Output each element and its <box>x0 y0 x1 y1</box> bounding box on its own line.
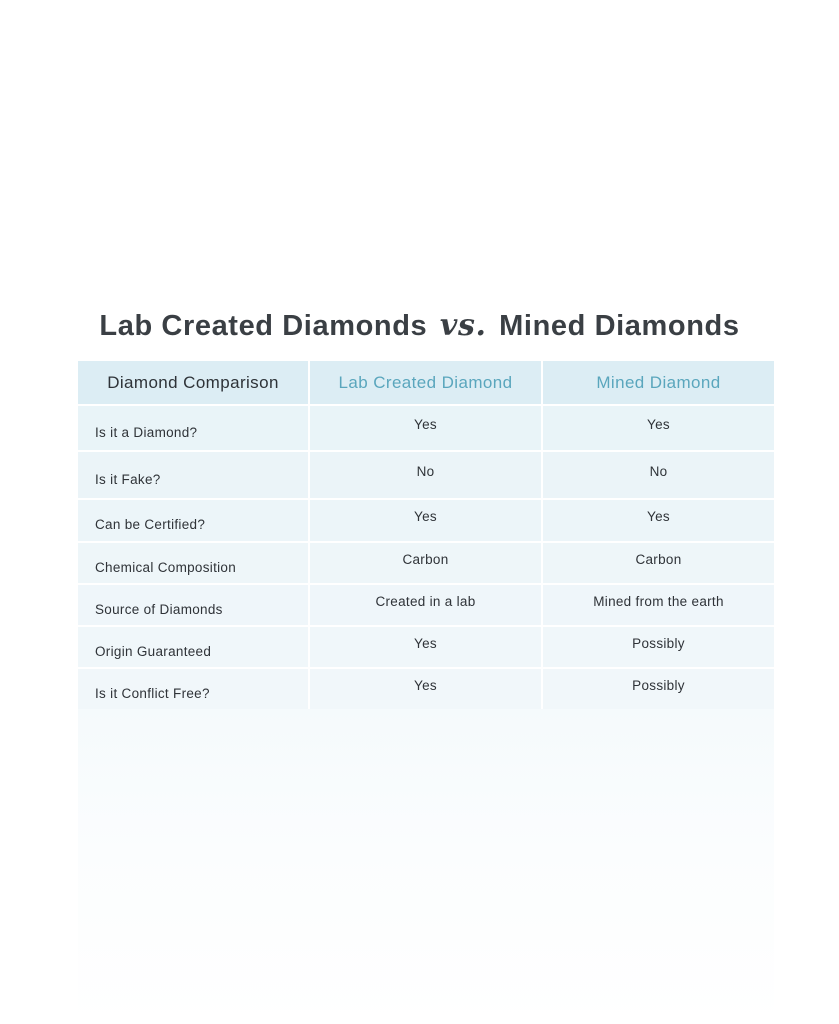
row-question: Is it Conflict Free? <box>78 668 309 709</box>
page-title <box>0 308 839 343</box>
table-row <box>78 499 774 542</box>
header-mined: Mined Diamond <box>542 361 774 405</box>
row-mined-value: Possibly <box>542 626 774 668</box>
title-lab: Lab Created Diamonds <box>99 310 428 342</box>
row-mined-value: Yes <box>542 405 774 451</box>
row-question: Chemical Composition <box>78 542 309 584</box>
row-lab-value: Yes <box>309 499 542 542</box>
row-lab-value: Created in a lab <box>309 584 542 626</box>
row-question: Origin Guaranteed <box>78 626 309 668</box>
table-header-row <box>78 361 774 405</box>
row-lab-value: Yes <box>309 405 542 451</box>
row-lab-value: Carbon <box>309 542 542 584</box>
row-question: Is it a Diamond? <box>78 405 309 451</box>
table-row <box>78 405 774 451</box>
table-row <box>78 542 774 584</box>
table-row <box>78 584 774 626</box>
row-lab-value: Yes <box>309 626 542 668</box>
title-mined: Mined Diamonds <box>499 310 740 342</box>
header-lab-created: Lab Created Diamond <box>309 361 542 405</box>
table-row <box>78 668 774 709</box>
row-question: Is it Fake? <box>78 451 309 499</box>
row-mined-value: Carbon <box>542 542 774 584</box>
title-vs: vs. <box>439 308 487 343</box>
row-mined-value: Possibly <box>542 668 774 709</box>
row-question: Source of Diamonds <box>78 584 309 626</box>
header-diamond-comparison: Diamond Comparison <box>78 361 309 405</box>
table-row <box>78 451 774 499</box>
table-row <box>78 626 774 668</box>
row-mined-value: Mined from the earth <box>542 584 774 626</box>
row-lab-value: Yes <box>309 668 542 709</box>
row-mined-value: No <box>542 451 774 499</box>
comparison-table <box>78 361 774 709</box>
table-fade-background <box>78 709 774 1024</box>
row-mined-value: Yes <box>542 499 774 542</box>
row-question: Can be Certified? <box>78 499 309 542</box>
row-lab-value: No <box>309 451 542 499</box>
